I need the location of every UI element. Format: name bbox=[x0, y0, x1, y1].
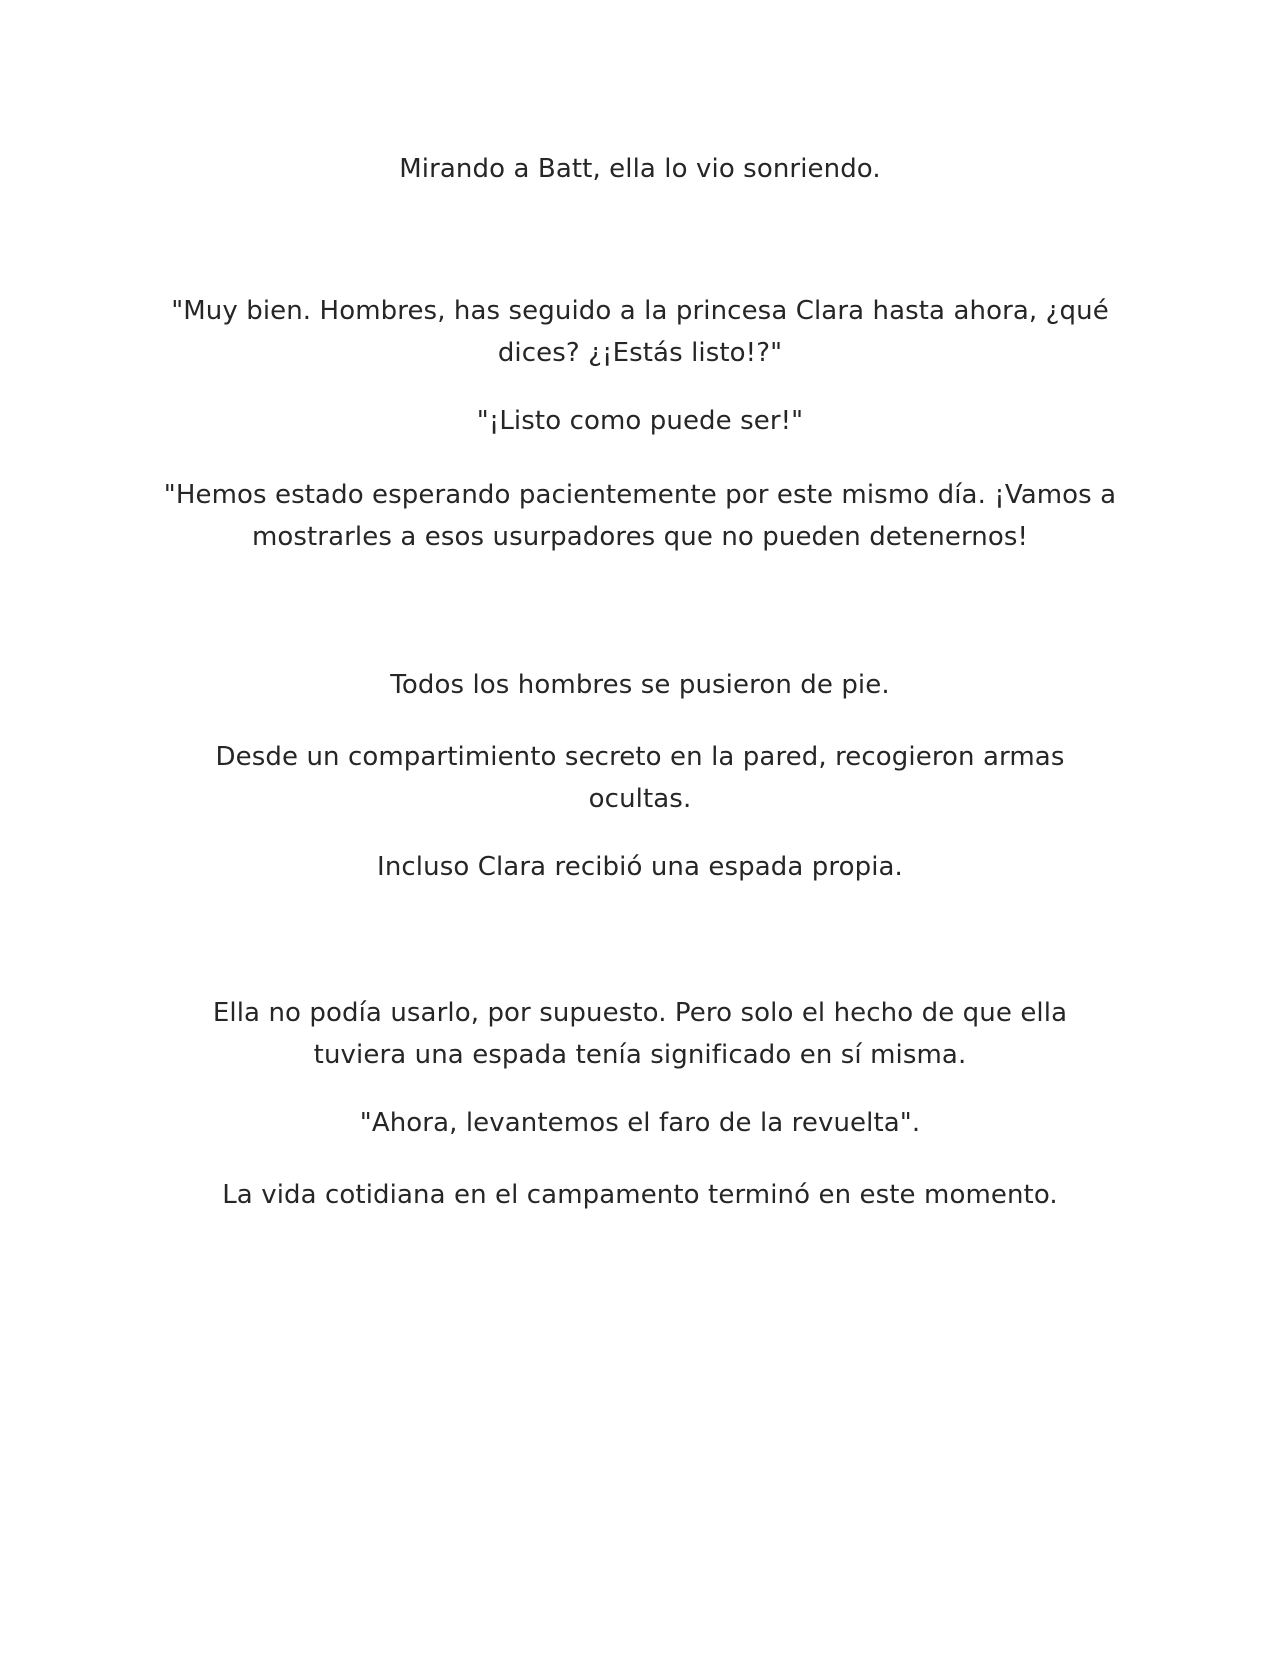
paragraph-6 bbox=[150, 736, 1130, 820]
paragraph-9 bbox=[150, 1102, 1130, 1144]
paragraph-4 bbox=[150, 474, 1130, 558]
paragraph-line: ocultas. bbox=[588, 784, 692, 814]
paragraph-line: Ella no podía usarlo, por supuesto. Pero solo el hecho de que ella bbox=[212, 998, 1068, 1028]
paragraph-line: dices? ¿¡Estás listo!?" bbox=[497, 338, 783, 368]
paragraph-line: Todos los hombres se pusieron de pie. bbox=[390, 670, 890, 700]
paragraph-7 bbox=[150, 846, 1130, 888]
paragraph-3 bbox=[150, 400, 1130, 442]
paragraph-2 bbox=[150, 290, 1130, 374]
paragraph-line: "Muy bien. Hombres, has seguido a la princesa Clara hasta ahora, ¿qué bbox=[171, 296, 1109, 326]
paragraph-line: Incluso Clara recibió una espada propia. bbox=[377, 852, 903, 882]
paragraph-line: mostrarles a esos usurpadores que no pueden detenernos! bbox=[251, 522, 1029, 552]
paragraph-line: La vida cotidiana en el campamento terminó en este momento. bbox=[222, 1180, 1058, 1210]
paragraph-5 bbox=[150, 664, 1130, 706]
paragraph-line: "Ahora, levantemos el faro de la revuelta". bbox=[359, 1108, 921, 1138]
paragraph-line: Desde un compartimiento secreto en la pared, recogieron armas bbox=[215, 742, 1065, 772]
paragraph-line: tuviera una espada tenía significado en sí misma. bbox=[313, 1040, 967, 1070]
paragraph-8 bbox=[150, 992, 1130, 1076]
paragraph-line: "Hemos estado esperando pacientemente por este mismo día. ¡Vamos a bbox=[163, 480, 1117, 510]
paragraph-line: Mirando a Batt, ella lo vio sonriendo. bbox=[399, 154, 881, 184]
paragraph-10 bbox=[150, 1174, 1130, 1216]
paragraph-1 bbox=[150, 148, 1130, 190]
paragraph-line: "¡Listo como puede ser!" bbox=[476, 406, 804, 436]
